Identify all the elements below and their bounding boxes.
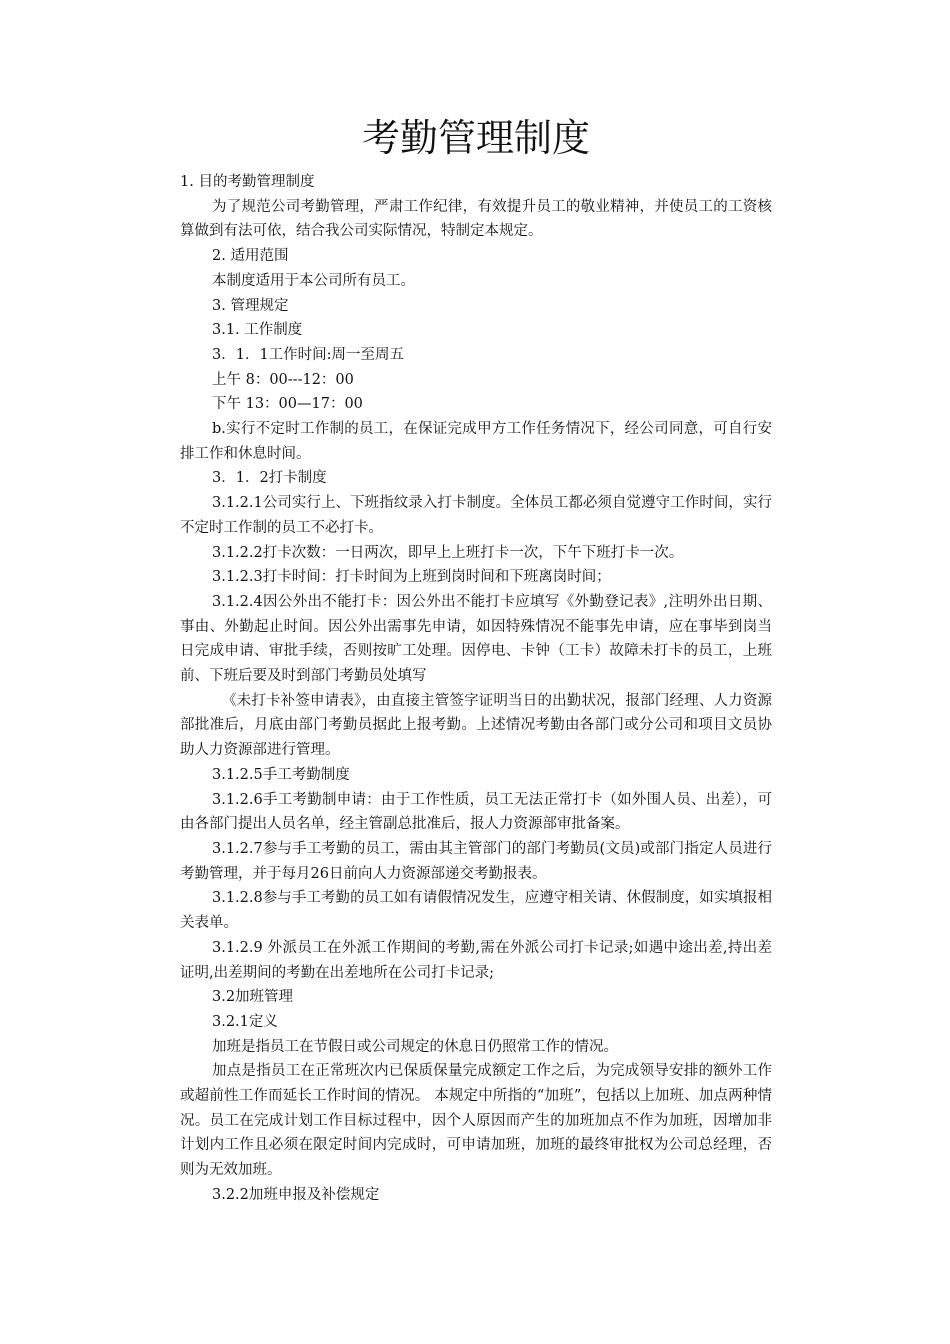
- paragraph: 《未打卡补签申请表》，由直接主管签字证明当日的出勤状况，报部门经理、人力资源部批准后，月底由部门考勤员据此上报考勤。上述情况考勤由各部门或分公司和项目文员协助人力资源部进行管理。: [180, 692, 772, 759]
- text-line: 上午 8：00---12：00: [212, 371, 354, 388]
- section-heading: 2. 适用范围: [212, 248, 289, 265]
- text-line: 3.1.2.2打卡次数：一日两次，即早上上班打卡一次，下午下班打卡一次。: [212, 544, 684, 561]
- paragraph: 3.1.2.7参与手工考勤的员工，需由其主管部门的部门考勤员(文员)或部门指定人员进行考勤管理，并于每月26日前向人力资源部递交考勤报表。: [180, 840, 772, 882]
- paragraph: 3.1.2.6手工考勤制申请：由于工作性质，员工无法正常打卡（如外围人员、出差），可由各部门提出人员名单，经主管副总批准后，报人力资源部审批备案。: [180, 791, 772, 833]
- section-heading: 3.2.2加班申报及补偿规定: [212, 1186, 380, 1203]
- paragraph: b.实行不定时工作制的员工，在保证完成甲方工作任务情况下，经公司同意，可自行安排工作和休息时间。: [180, 421, 772, 462]
- section-heading: 1. 目的考勤管理制度: [180, 174, 315, 190]
- section-heading: 3.1. 工作制度: [212, 322, 303, 339]
- paragraph: 3.1.2.1公司实行上、下班指纹录入打卡制度。全体员工都必须自觉遵守工作时间，实行不定时工作制的员工不必打卡。: [180, 495, 772, 536]
- section-heading: 3.2加班管理: [212, 989, 294, 1006]
- section-heading: 3.1.2.5手工考勤制度: [212, 766, 350, 783]
- paragraph: 加点是指员工在正常班次内已保质保量完成额定工作之后，为完成领导安排的额外工作或超前性工作而延长工作时间的情况。 本规定中所指的“加班”，包括以上加班、加点两种情况。员工在完成计划工作目标过程中，因个人原因而产生的加班加点不作为加班，因增加非计划内工作且必须在限定时间内完成时，可申请加班，加班的最终审批权为公司总经理，否则为无效加班。: [180, 1063, 772, 1179]
- section-heading: 3．1．2打卡制度: [212, 470, 327, 487]
- text-line: 3．1．1工作时间:周一至周五: [212, 346, 405, 363]
- page-title: 考勤管理制度: [361, 116, 590, 160]
- section-heading: 3. 管理规定: [212, 297, 289, 314]
- paragraph: 3.1.2.8参与手工考勤的员工如有请假情况发生，应遵守相关请、休假制度，如实填报相关表单。: [180, 890, 772, 932]
- paragraph: 3.1.2.9 外派员工在外派工作期间的考勤,需在外派公司打卡记录;如遇中途出差,持出差证明,出差期间的考勤在出差地所在公司打卡记录;: [180, 939, 772, 981]
- section-heading: 3.2.1定义: [212, 1013, 278, 1030]
- text-line: 3.1.2.3打卡时间：打卡时间为上班到岗时间和下班离岗时间；: [212, 569, 611, 586]
- paragraph: 3.1.2.4因公外出不能打卡：因公外出不能打卡应填写《外勤登记表》,注明外出日期、事由、外勤起止时间。因公外出需事先申请，如因特殊情况不能事先申请，应在事毕到岗当日完成申请、审批手续，否则按旷工处理。因停电、卡钟（工卡）故障未打卡的员工，上班前、下班后要及时到部门考勤员处填写: [180, 593, 772, 685]
- document-page: [180, 108, 772, 1208]
- paragraph: 为了规范公司考勤管理，严肃工作纪律，有效提升员工的敬业精神，并使员工的工资核算做到有法可依，结合我公司实际情况，特制定本规定。: [180, 198, 772, 240]
- text-line: 本制度适用于本公司所有员工。: [212, 272, 415, 289]
- text-line: 加班是指员工在节假日或公司规定的休息日仍照常工作的情况。: [212, 1038, 618, 1055]
- text-line: 下午 13：00—17：00: [212, 396, 363, 413]
